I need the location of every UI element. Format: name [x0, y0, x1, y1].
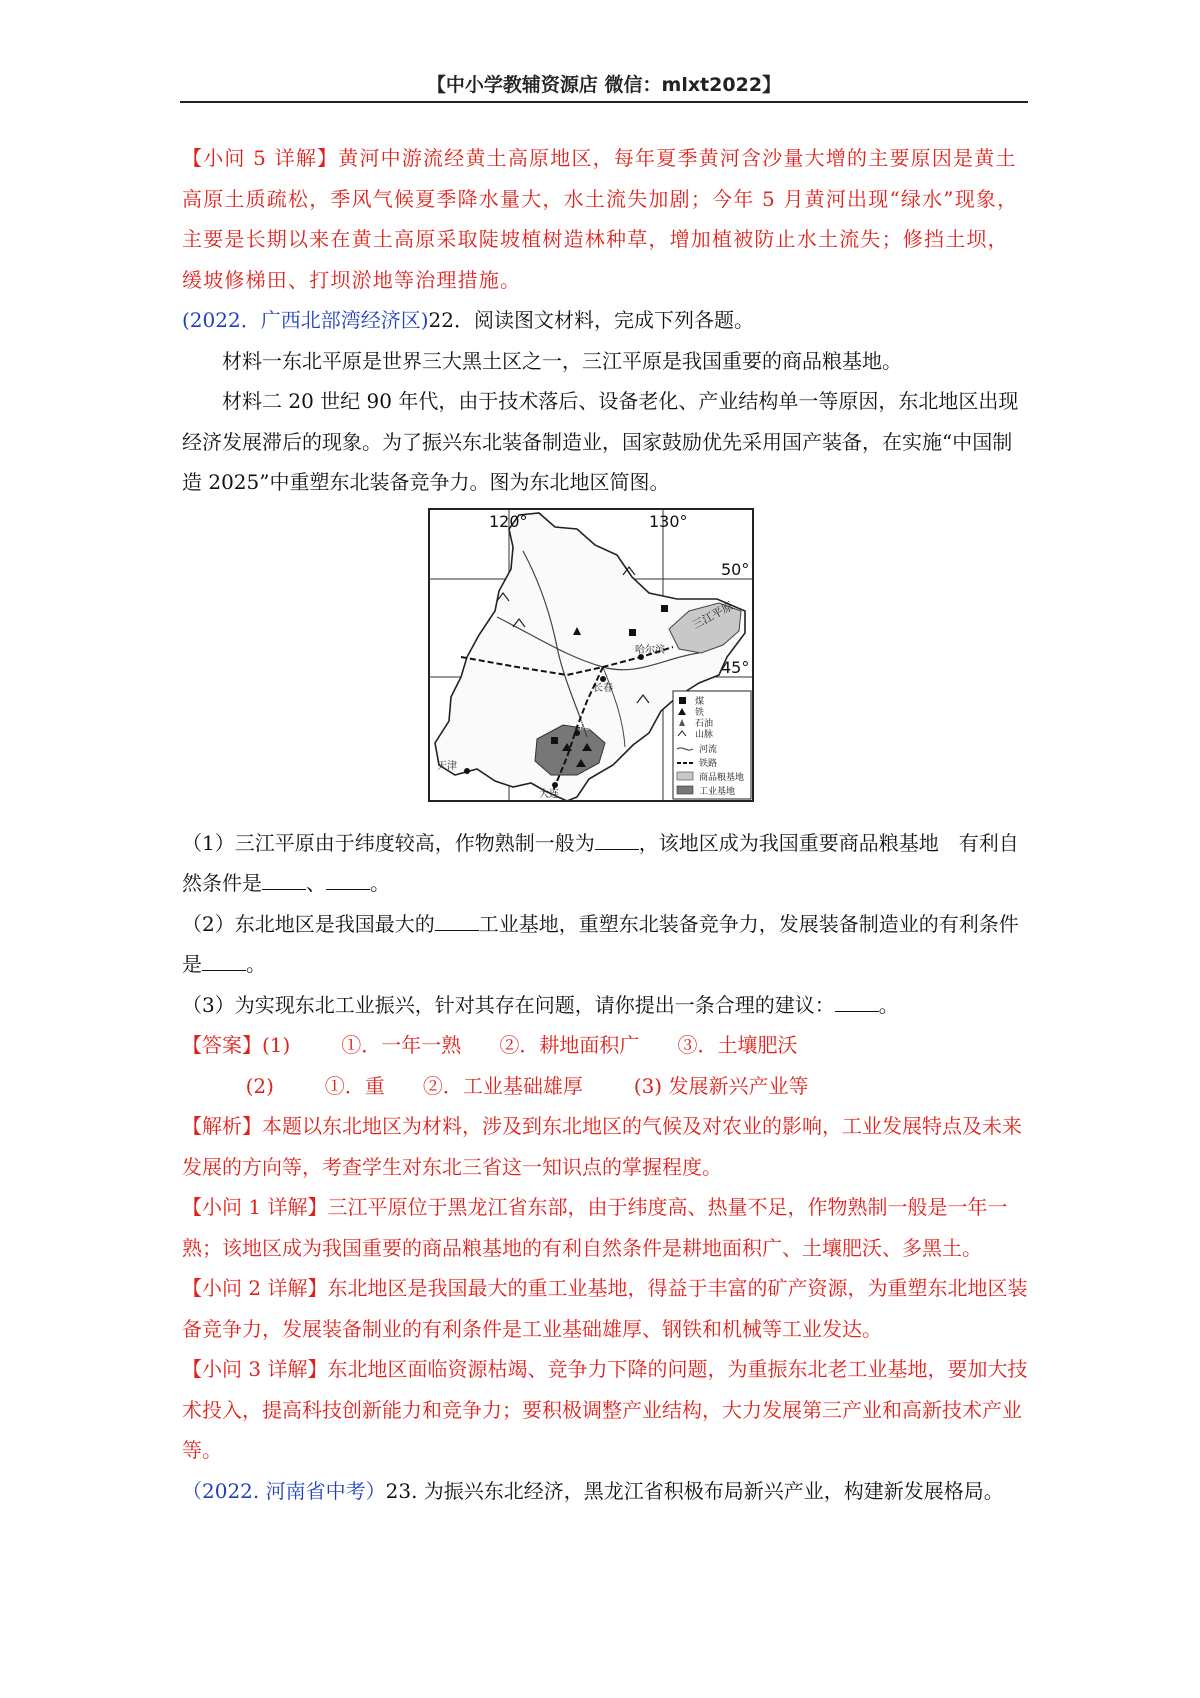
legend-iron: 铁 [695, 707, 705, 718]
sub-question-1 [182, 823, 1028, 904]
sub-question-3-text-b: 。 [878, 992, 899, 1017]
question-22-source: (2022．广西北部湾经济区) [182, 308, 429, 332]
label-harbin: 哈尔滨 [635, 644, 665, 656]
legend-mountain: 山脉 [695, 729, 714, 740]
analysis-paragraph [182, 1106, 1028, 1187]
answer-blank [262, 875, 306, 890]
sub-question-3-text-a: （3）为实现东北工业振兴，针对其存在问题，请你提出一条合理的建议： [182, 992, 835, 1017]
sub-question-2-text-c: 。 [246, 952, 266, 976]
legend-coal: 煤 [695, 696, 705, 707]
detail-2-text: 东北地区是我国最大的重工业基地，得益于丰富的矿产资源，为重塑东北地区装备竞争力，发展装备制业的有利条件是工业基础雄厚、钢铁和机械等工业发达。 [182, 1276, 1028, 1341]
analysis-label: 【解析】 [182, 1114, 262, 1138]
latitude-label-45: 45° [721, 657, 750, 677]
latitude-label-50: 50° [721, 559, 750, 579]
detail-2-label: 【小问 2 详解】 [182, 1276, 328, 1300]
sub-question-3 [182, 985, 1028, 1026]
answer-label: 【答案】 [182, 1033, 262, 1057]
sub-question-1-text-a: （1）三江平原由于纬度较高，作物熟制一般为 [182, 830, 595, 855]
label-changchun: 长春 [593, 682, 613, 694]
q5-detail-paragraph [182, 138, 1028, 300]
northeast-china-map [427, 507, 787, 817]
label-tianjin: 天津 [437, 760, 457, 772]
detail-2-paragraph [182, 1268, 1028, 1349]
longitude-label-130: 130° [649, 511, 688, 531]
label-dalian: 大连 [539, 788, 559, 800]
answer-blank [835, 997, 879, 1012]
sub-question-2 [182, 904, 1028, 985]
analysis-text: 本题以东北地区为材料，涉及到东北地区的气候及对农业的影响，工业发展特点及未来发展的方向等，考查学生对东北三省这一知识点的掌握程度。 [182, 1114, 1022, 1179]
answer-blank [435, 916, 479, 931]
legend-railway: 铁路 [699, 758, 718, 769]
longitude-label-120: 120° [489, 511, 528, 531]
detail-1-label: 【小问 1 详解】 [182, 1195, 328, 1219]
detail-3-paragraph [182, 1349, 1028, 1471]
answer-blank [326, 875, 370, 890]
label-shenyang: 沈阳 [579, 720, 599, 732]
detail-1-paragraph [182, 1187, 1028, 1268]
question-23-header [182, 1471, 1028, 1512]
label-sanjiang-plain: 三江平原 [690, 599, 736, 632]
detail-1-text: 三江平原位于黑龙江省东部，由于纬度高、热量不足，作物熟制一般是一年一熟；该地区成为我国重要的商品粮基地的有利自然条件是耕地面积广、土壤肥沃、多黑土。 [182, 1195, 1008, 1260]
question-22-stem: 22．阅读图文材料，完成下列各题。 [428, 308, 754, 332]
sub-question-1-text-b: ，该地区成为我国重要商品粮基地 有利自然条件是 [182, 830, 1019, 895]
material-two: 材料二 20 世纪 90 年代，由于技术落后、设备老化、产业结构单一等原因，东北地区出现经济发展滞后的现象。为了振兴东北装备制造业，国家鼓励优先采用国产装备，在实施“中国制造 2025”中重塑东北装备竞争力。图为东北地区简图。 [182, 389, 1019, 494]
legend-oil: 石油 [695, 718, 714, 729]
legend-grain-base-symbol [677, 772, 693, 780]
q5-detail-label: 【小问 5 详解】 [182, 146, 339, 170]
legend-river: 河流 [699, 744, 718, 755]
sub-question-1-text-d: 。 [370, 871, 390, 895]
answer-blank [595, 835, 639, 850]
legend-industry-base: 工业基地 [699, 786, 736, 797]
answer-line-1-text: (1) ①．一年一熟 ②．耕地面积广 ③．土壤肥沃 [262, 1033, 798, 1057]
legend-coal-symbol [679, 697, 686, 704]
answer-blank [202, 956, 246, 971]
page-header: 【中小学教辅资源店 微信：mlxt2022】 [426, 74, 782, 96]
answer-line-2: (2) ①．重 ②．工业基础雄厚 (3) 发展新兴产业等 [182, 1073, 809, 1098]
q5-detail-text: 黄河中游流经黄土高原地区，每年夏季黄河含沙量大增的主要原因是黄土高原土质疏松，季风气候夏季降水量大，水土流失加剧；今年 5 月黄河出现“绿水”现象，主要是长期以来在黄土高原采取陡坡植树造林种草，增加植被防止水土流失；修挡土坝，缓坡修梯田、打坝淤地等治理措施。 [182, 146, 1019, 292]
sub-question-2-text-b: 工业基地，重塑东北装备竞争力，发展装备制造业的有利条件是 [182, 911, 1019, 976]
question-22-header [182, 300, 1028, 341]
header-divider [180, 101, 1028, 103]
legend-grain-base: 商品粮基地 [699, 772, 745, 783]
document-body [182, 138, 1028, 1511]
question-23-stem: 23. 为振兴东北经济，黑龙江省积极布局新兴产业，构建新发展格局。 [385, 1478, 1004, 1503]
detail-3-label: 【小问 3 详解】 [182, 1357, 328, 1381]
question-23-source: （2022. 河南省中考） [182, 1478, 386, 1503]
sub-question-1-text-c: 、 [306, 871, 326, 895]
sub-question-2-text-a: （2）东北地区是我国最大的 [182, 911, 435, 936]
legend-industry-base-symbol [677, 786, 693, 794]
detail-3-text: 东北地区面临资源枯竭、竞争力下降的问题，为重振东北老工业基地，要加大技术投入，提高科技创新能力和竞争力；要积极调整产业结构，大力发展第三产业和高新技术产业等。 [182, 1357, 1028, 1462]
answer-line-1 [182, 1025, 1028, 1066]
material-one: 材料一东北平原是世界三大黑土区之一，三江平原是我国重要的商品粮基地。 [222, 348, 902, 373]
